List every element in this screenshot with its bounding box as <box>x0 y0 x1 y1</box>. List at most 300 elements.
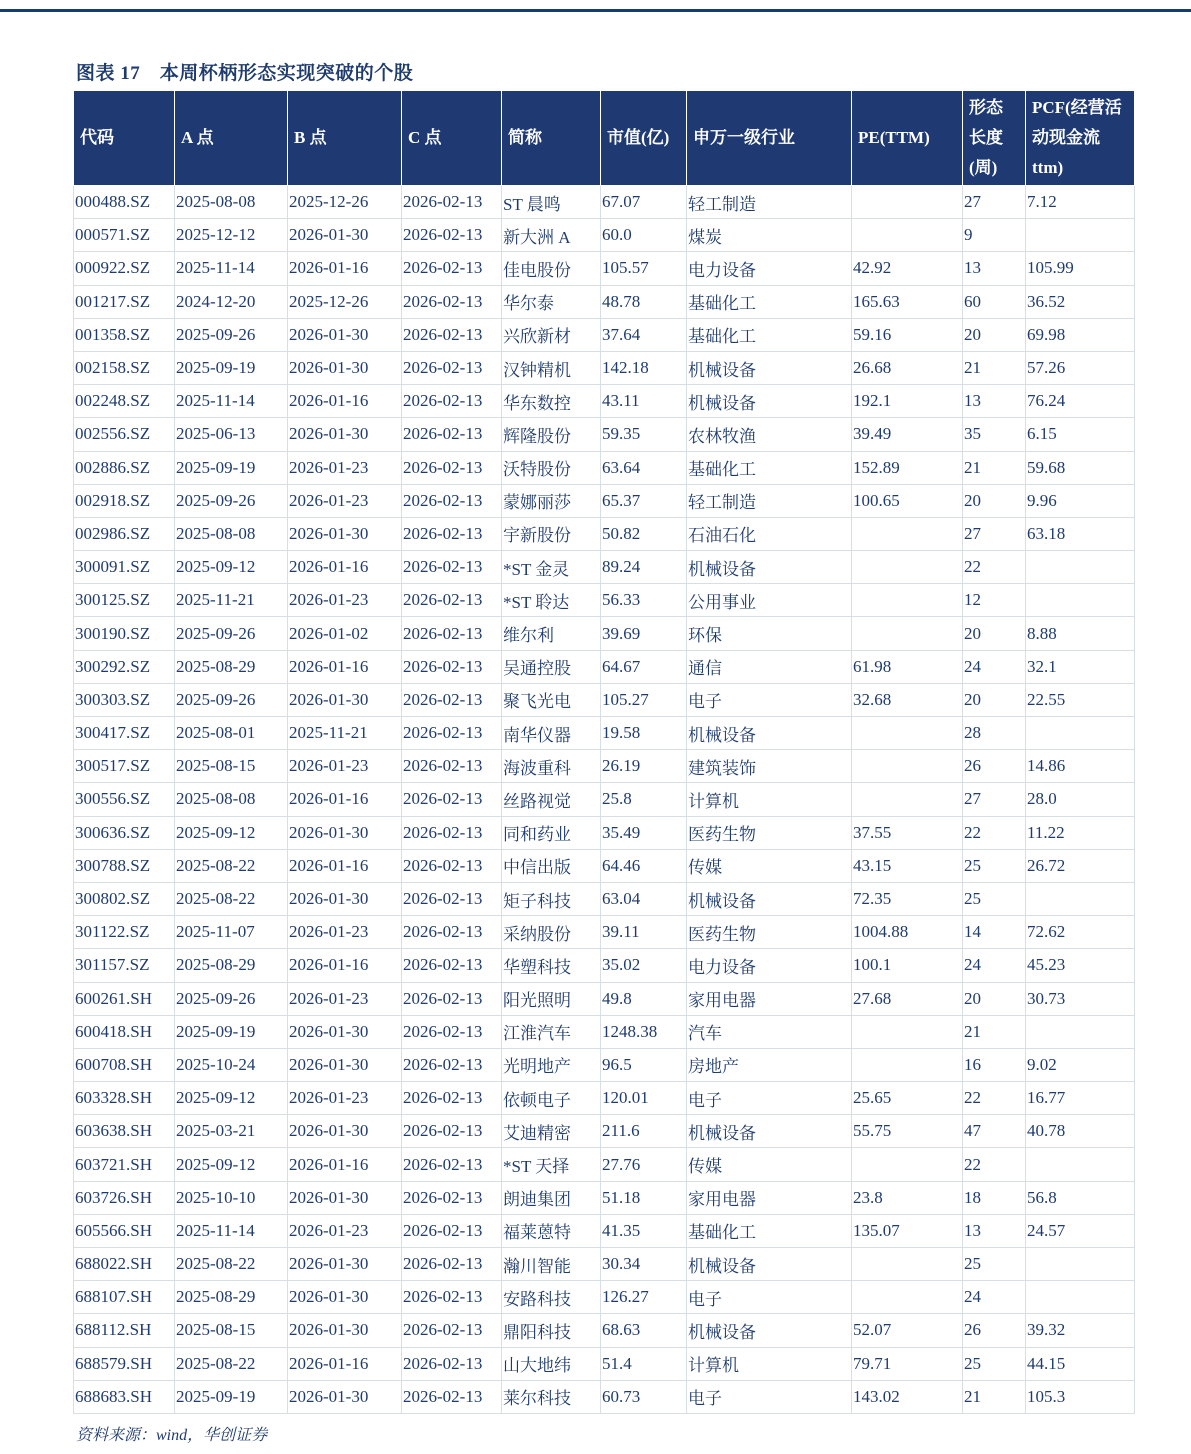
cell-a-point: 2025-11-21 <box>175 584 288 617</box>
cell-c-point: 2026-02-13 <box>402 517 502 550</box>
cell-a-point: 2025-11-14 <box>175 252 288 285</box>
cell-code: 002986.SZ <box>74 517 175 550</box>
cell-pcf <box>1026 219 1135 252</box>
cell-b-point: 2026-01-23 <box>288 484 402 517</box>
cell-b-point: 2026-01-16 <box>288 252 402 285</box>
cell-c-point: 2026-02-13 <box>402 1115 502 1148</box>
cell-pe-ttm: 37.55 <box>852 816 963 849</box>
cell-c-point: 2026-02-13 <box>402 318 502 351</box>
cell-short-name: 矩子科技 <box>502 882 601 915</box>
cell-code: 603638.SH <box>74 1115 175 1148</box>
header-industry: 申万一级行业 <box>687 91 852 186</box>
cell-pattern-length: 21 <box>963 1380 1026 1413</box>
cell-market-cap: 68.63 <box>601 1314 687 1347</box>
table-row <box>74 683 1135 716</box>
cell-c-point: 2026-02-13 <box>402 783 502 816</box>
cell-short-name: 华尔泰 <box>502 285 601 318</box>
cell-market-cap: 64.46 <box>601 849 687 882</box>
cell-pcf <box>1026 717 1135 750</box>
cell-b-point: 2026-01-16 <box>288 551 402 584</box>
cell-pcf: 16.77 <box>1026 1082 1135 1115</box>
cell-pattern-length: 21 <box>963 1015 1026 1048</box>
cell-industry: 机械设备 <box>687 551 852 584</box>
cell-short-name: *ST 聆达 <box>502 584 601 617</box>
cell-market-cap: 63.04 <box>601 882 687 915</box>
cell-a-point: 2024-12-20 <box>175 285 288 318</box>
cell-a-point: 2025-09-12 <box>175 816 288 849</box>
cell-pcf: 9.02 <box>1026 1048 1135 1081</box>
cell-pe-ttm: 52.07 <box>852 1314 963 1347</box>
cell-c-point: 2026-02-13 <box>402 1248 502 1281</box>
cell-a-point: 2025-09-19 <box>175 451 288 484</box>
cell-pattern-length: 22 <box>963 1082 1026 1115</box>
cell-pe-ttm <box>852 1048 963 1081</box>
cell-pe-ttm: 135.07 <box>852 1214 963 1247</box>
cell-c-point: 2026-02-13 <box>402 816 502 849</box>
cell-short-name: 华塑科技 <box>502 949 601 982</box>
cell-short-name: 南华仪器 <box>502 717 601 750</box>
cell-c-point: 2026-02-13 <box>402 1281 502 1314</box>
cell-market-cap: 60.73 <box>601 1380 687 1413</box>
table-header-row <box>74 91 1135 186</box>
cell-c-point: 2026-02-13 <box>402 1048 502 1081</box>
cell-code: 603726.SH <box>74 1181 175 1214</box>
cell-pattern-length: 22 <box>963 816 1026 849</box>
cell-pcf: 26.72 <box>1026 849 1135 882</box>
cell-pcf: 30.73 <box>1026 982 1135 1015</box>
cell-c-point: 2026-02-13 <box>402 219 502 252</box>
table-row <box>74 717 1135 750</box>
cell-industry: 电力设备 <box>687 949 852 982</box>
cell-market-cap: 41.35 <box>601 1214 687 1247</box>
cell-c-point: 2026-02-13 <box>402 252 502 285</box>
cell-b-point: 2026-01-23 <box>288 584 402 617</box>
cell-pattern-length: 20 <box>963 683 1026 716</box>
cell-pattern-length: 16 <box>963 1048 1026 1081</box>
cell-a-point: 2025-06-13 <box>175 418 288 451</box>
cell-b-point: 2026-01-30 <box>288 318 402 351</box>
cell-code: 600418.SH <box>74 1015 175 1048</box>
cell-pattern-length: 27 <box>963 783 1026 816</box>
cell-pattern-length: 22 <box>963 551 1026 584</box>
cell-pe-ttm: 100.65 <box>852 484 963 517</box>
cell-market-cap: 64.67 <box>601 650 687 683</box>
cell-short-name: 华东数控 <box>502 385 601 418</box>
cell-pe-ttm <box>852 1148 963 1181</box>
cell-code: 300190.SZ <box>74 617 175 650</box>
cell-short-name: 朗迪集团 <box>502 1181 601 1214</box>
cell-pattern-length: 27 <box>963 186 1026 219</box>
cell-pattern-length: 13 <box>963 1214 1026 1247</box>
cell-short-name: 艾迪精密 <box>502 1115 601 1148</box>
cell-pcf: 45.23 <box>1026 949 1135 982</box>
cell-a-point: 2025-08-29 <box>175 949 288 982</box>
cell-c-point: 2026-02-13 <box>402 750 502 783</box>
cell-industry: 通信 <box>687 650 852 683</box>
cell-pattern-length: 21 <box>963 351 1026 384</box>
cell-c-point: 2026-02-13 <box>402 186 502 219</box>
cell-pattern-length: 24 <box>963 949 1026 982</box>
cell-short-name: 沃特股份 <box>502 451 601 484</box>
cell-industry: 传媒 <box>687 1148 852 1181</box>
cell-pcf <box>1026 1015 1135 1048</box>
cell-pe-ttm <box>852 584 963 617</box>
cell-code: 001358.SZ <box>74 318 175 351</box>
table-row <box>74 1115 1135 1148</box>
cell-code: 301157.SZ <box>74 949 175 982</box>
cell-industry: 轻工制造 <box>687 484 852 517</box>
cell-a-point: 2025-11-14 <box>175 385 288 418</box>
cell-short-name: 鼎阳科技 <box>502 1314 601 1347</box>
cell-pe-ttm: 27.68 <box>852 982 963 1015</box>
table-row <box>74 916 1135 949</box>
cell-pe-ttm <box>852 1015 963 1048</box>
cell-b-point: 2026-01-30 <box>288 882 402 915</box>
table-row <box>74 1281 1135 1314</box>
cell-pcf: 59.68 <box>1026 451 1135 484</box>
cell-a-point: 2025-03-21 <box>175 1115 288 1148</box>
cell-industry: 机械设备 <box>687 882 852 915</box>
cell-short-name: 聚飞光电 <box>502 683 601 716</box>
cell-pattern-length: 13 <box>963 385 1026 418</box>
cell-short-name: 维尔利 <box>502 617 601 650</box>
cell-market-cap: 39.69 <box>601 617 687 650</box>
cell-short-name: *ST 天择 <box>502 1148 601 1181</box>
cell-b-point: 2026-01-16 <box>288 949 402 982</box>
cell-pcf: 57.26 <box>1026 351 1135 384</box>
cell-pe-ttm: 26.68 <box>852 351 963 384</box>
cell-pe-ttm <box>852 783 963 816</box>
cell-b-point: 2026-01-23 <box>288 1214 402 1247</box>
cell-market-cap: 37.64 <box>601 318 687 351</box>
cell-a-point: 2025-11-07 <box>175 916 288 949</box>
cell-pe-ttm <box>852 186 963 219</box>
cell-pattern-length: 20 <box>963 982 1026 1015</box>
cell-b-point: 2026-01-30 <box>288 1248 402 1281</box>
cell-short-name: 同和药业 <box>502 816 601 849</box>
cell-code: 000488.SZ <box>74 186 175 219</box>
cell-a-point: 2025-12-12 <box>175 219 288 252</box>
cell-pcf: 8.88 <box>1026 617 1135 650</box>
cell-pcf: 36.52 <box>1026 285 1135 318</box>
cell-pe-ttm: 79.71 <box>852 1347 963 1380</box>
cell-industry: 建筑装饰 <box>687 750 852 783</box>
cell-b-point: 2026-01-30 <box>288 683 402 716</box>
table-row <box>74 1148 1135 1181</box>
cell-market-cap: 48.78 <box>601 285 687 318</box>
cell-a-point: 2025-08-08 <box>175 517 288 550</box>
cell-industry: 计算机 <box>687 1347 852 1380</box>
cell-pe-ttm: 100.1 <box>852 949 963 982</box>
cell-industry: 基础化工 <box>687 318 852 351</box>
cell-pcf: 24.57 <box>1026 1214 1135 1247</box>
table-row <box>74 517 1135 550</box>
cell-short-name: 江淮汽车 <box>502 1015 601 1048</box>
table-row <box>74 1248 1135 1281</box>
cell-short-name: 宇新股份 <box>502 517 601 550</box>
cell-market-cap: 39.11 <box>601 916 687 949</box>
cell-a-point: 2025-10-24 <box>175 1048 288 1081</box>
cell-short-name: ST 晨鸣 <box>502 186 601 219</box>
cell-b-point: 2026-01-16 <box>288 849 402 882</box>
cell-pe-ttm: 143.02 <box>852 1380 963 1413</box>
cell-code: 688579.SH <box>74 1347 175 1380</box>
cell-a-point: 2025-09-12 <box>175 551 288 584</box>
cell-market-cap: 1248.38 <box>601 1015 687 1048</box>
cell-c-point: 2026-02-13 <box>402 650 502 683</box>
cell-market-cap: 105.57 <box>601 252 687 285</box>
cell-a-point: 2025-08-08 <box>175 783 288 816</box>
table-row <box>74 484 1135 517</box>
cell-pe-ttm <box>852 551 963 584</box>
cell-pattern-length: 20 <box>963 318 1026 351</box>
cell-a-point: 2025-08-29 <box>175 1281 288 1314</box>
table-row <box>74 816 1135 849</box>
cell-c-point: 2026-02-13 <box>402 484 502 517</box>
cell-pattern-length: 12 <box>963 584 1026 617</box>
cell-market-cap: 19.58 <box>601 717 687 750</box>
breakout-stocks-table <box>73 90 1135 1414</box>
header-market-cap: 市值(亿) <box>601 91 687 186</box>
cell-pe-ttm: 42.92 <box>852 252 963 285</box>
cell-industry: 环保 <box>687 617 852 650</box>
cell-industry: 家用电器 <box>687 1181 852 1214</box>
cell-pcf: 76.24 <box>1026 385 1135 418</box>
cell-c-point: 2026-02-13 <box>402 882 502 915</box>
cell-industry: 煤炭 <box>687 219 852 252</box>
cell-pcf: 56.8 <box>1026 1181 1135 1214</box>
cell-pcf <box>1026 584 1135 617</box>
cell-market-cap: 50.82 <box>601 517 687 550</box>
cell-industry: 家用电器 <box>687 982 852 1015</box>
cell-pe-ttm <box>852 219 963 252</box>
cell-c-point: 2026-02-13 <box>402 1148 502 1181</box>
header-short-name: 简称 <box>502 91 601 186</box>
cell-c-point: 2026-02-13 <box>402 1181 502 1214</box>
cell-a-point: 2025-09-26 <box>175 982 288 1015</box>
table-body <box>74 186 1135 1414</box>
cell-code: 300417.SZ <box>74 717 175 750</box>
cell-c-point: 2026-02-13 <box>402 385 502 418</box>
cell-code: 688022.SH <box>74 1248 175 1281</box>
cell-industry: 石油石化 <box>687 517 852 550</box>
cell-short-name: 福莱蒽特 <box>502 1214 601 1247</box>
cell-b-point: 2025-12-26 <box>288 186 402 219</box>
cell-code: 300636.SZ <box>74 816 175 849</box>
cell-market-cap: 126.27 <box>601 1281 687 1314</box>
cell-pattern-length: 25 <box>963 849 1026 882</box>
cell-market-cap: 51.4 <box>601 1347 687 1380</box>
table-row <box>74 385 1135 418</box>
cell-industry: 机械设备 <box>687 1115 852 1148</box>
cell-c-point: 2026-02-13 <box>402 1314 502 1347</box>
table-row <box>74 783 1135 816</box>
cell-b-point: 2026-01-30 <box>288 418 402 451</box>
cell-pattern-length: 26 <box>963 750 1026 783</box>
cell-short-name: 海波重科 <box>502 750 601 783</box>
cell-market-cap: 35.02 <box>601 949 687 982</box>
cell-code: 300802.SZ <box>74 882 175 915</box>
cell-pattern-length: 22 <box>963 1148 1026 1181</box>
cell-short-name: 新大洲 A <box>502 219 601 252</box>
cell-b-point: 2026-01-30 <box>288 1380 402 1413</box>
cell-c-point: 2026-02-13 <box>402 551 502 584</box>
cell-pcf <box>1026 1248 1135 1281</box>
table-row <box>74 617 1135 650</box>
cell-code: 001217.SZ <box>74 285 175 318</box>
cell-market-cap: 89.24 <box>601 551 687 584</box>
cell-b-point: 2026-01-30 <box>288 1314 402 1347</box>
cell-pcf: 72.62 <box>1026 916 1135 949</box>
cell-pcf: 7.12 <box>1026 186 1135 219</box>
cell-market-cap: 63.64 <box>601 451 687 484</box>
cell-pcf <box>1026 551 1135 584</box>
cell-b-point: 2026-01-30 <box>288 1048 402 1081</box>
cell-pattern-length: 20 <box>963 617 1026 650</box>
cell-short-name: *ST 金灵 <box>502 551 601 584</box>
cell-industry: 传媒 <box>687 849 852 882</box>
cell-b-point: 2026-01-30 <box>288 219 402 252</box>
cell-pe-ttm: 43.15 <box>852 849 963 882</box>
cell-b-point: 2026-01-30 <box>288 816 402 849</box>
cell-b-point: 2026-01-23 <box>288 1082 402 1115</box>
cell-short-name: 采纳股份 <box>502 916 601 949</box>
cell-industry: 医药生物 <box>687 816 852 849</box>
cell-a-point: 2025-08-15 <box>175 1314 288 1347</box>
cell-industry: 基础化工 <box>687 451 852 484</box>
cell-a-point: 2025-08-22 <box>175 1248 288 1281</box>
cell-b-point: 2026-01-23 <box>288 451 402 484</box>
cell-pe-ttm: 152.89 <box>852 451 963 484</box>
cell-pe-ttm <box>852 517 963 550</box>
cell-pe-ttm <box>852 1248 963 1281</box>
cell-c-point: 2026-02-13 <box>402 617 502 650</box>
cell-short-name: 丝路视觉 <box>502 783 601 816</box>
cell-industry: 农林牧渔 <box>687 418 852 451</box>
cell-code: 300517.SZ <box>74 750 175 783</box>
cell-a-point: 2025-10-10 <box>175 1181 288 1214</box>
cell-industry: 基础化工 <box>687 285 852 318</box>
cell-a-point: 2025-09-12 <box>175 1148 288 1181</box>
cell-market-cap: 105.27 <box>601 683 687 716</box>
table-row <box>74 750 1135 783</box>
header-pattern-length: 形态长度(周) <box>963 91 1026 186</box>
cell-industry: 机械设备 <box>687 351 852 384</box>
cell-short-name: 依顿电子 <box>502 1082 601 1115</box>
cell-market-cap: 96.5 <box>601 1048 687 1081</box>
cell-code: 600708.SH <box>74 1048 175 1081</box>
cell-market-cap: 211.6 <box>601 1115 687 1148</box>
cell-b-point: 2026-01-16 <box>288 1148 402 1181</box>
cell-pe-ttm: 32.68 <box>852 683 963 716</box>
cell-short-name: 蒙娜丽莎 <box>502 484 601 517</box>
table-row <box>74 650 1135 683</box>
cell-market-cap: 67.07 <box>601 186 687 219</box>
cell-pattern-length: 47 <box>963 1115 1026 1148</box>
cell-market-cap: 49.8 <box>601 982 687 1015</box>
cell-b-point: 2026-01-30 <box>288 1115 402 1148</box>
cell-a-point: 2025-09-26 <box>175 617 288 650</box>
cell-market-cap: 27.76 <box>601 1148 687 1181</box>
cell-short-name: 光明地产 <box>502 1048 601 1081</box>
cell-short-name: 山大地纬 <box>502 1347 601 1380</box>
table-row <box>74 318 1135 351</box>
table-row <box>74 1048 1135 1081</box>
cell-c-point: 2026-02-13 <box>402 1082 502 1115</box>
cell-code: 603721.SH <box>74 1148 175 1181</box>
cell-c-point: 2026-02-13 <box>402 1214 502 1247</box>
table-row <box>74 252 1135 285</box>
cell-code: 600261.SH <box>74 982 175 1015</box>
cell-short-name: 安路科技 <box>502 1281 601 1314</box>
cell-industry: 基础化工 <box>687 1214 852 1247</box>
cell-a-point: 2025-09-19 <box>175 1380 288 1413</box>
cell-market-cap: 26.19 <box>601 750 687 783</box>
table-row <box>74 451 1135 484</box>
cell-pattern-length: 25 <box>963 1248 1026 1281</box>
table-row <box>74 849 1135 882</box>
cell-pattern-length: 14 <box>963 916 1026 949</box>
table-row <box>74 285 1135 318</box>
cell-code: 002556.SZ <box>74 418 175 451</box>
cell-b-point: 2025-11-21 <box>288 717 402 750</box>
cell-industry: 计算机 <box>687 783 852 816</box>
cell-pe-ttm: 192.1 <box>852 385 963 418</box>
cell-industry: 汽车 <box>687 1015 852 1048</box>
cell-c-point: 2026-02-13 <box>402 982 502 1015</box>
cell-short-name: 莱尔科技 <box>502 1380 601 1413</box>
table-row <box>74 982 1135 1015</box>
cell-b-point: 2026-01-30 <box>288 351 402 384</box>
cell-short-name: 佳电股份 <box>502 252 601 285</box>
header-c-point: C 点 <box>402 91 502 186</box>
header-pcf: PCF(经营活动现金流ttm) <box>1026 91 1135 186</box>
cell-b-point: 2026-01-16 <box>288 650 402 683</box>
cell-code: 688112.SH <box>74 1314 175 1347</box>
table-row <box>74 882 1135 915</box>
table-row <box>74 1314 1135 1347</box>
cell-industry: 机械设备 <box>687 717 852 750</box>
cell-market-cap: 30.34 <box>601 1248 687 1281</box>
table-row <box>74 1347 1135 1380</box>
cell-pcf: 40.78 <box>1026 1115 1135 1148</box>
cell-code: 300303.SZ <box>74 683 175 716</box>
cell-pattern-length: 20 <box>963 484 1026 517</box>
table-row <box>74 1015 1135 1048</box>
cell-pattern-length: 24 <box>963 650 1026 683</box>
cell-b-point: 2026-01-02 <box>288 617 402 650</box>
cell-pcf: 32.1 <box>1026 650 1135 683</box>
cell-c-point: 2026-02-13 <box>402 1347 502 1380</box>
cell-industry: 电力设备 <box>687 252 852 285</box>
cell-short-name: 兴欣新材 <box>502 318 601 351</box>
header-pe-ttm: PE(TTM) <box>852 91 963 186</box>
cell-a-point: 2025-08-08 <box>175 186 288 219</box>
source-note: 资料来源：wind，华创证券 <box>76 1427 268 1444</box>
cell-pattern-length: 24 <box>963 1281 1026 1314</box>
cell-c-point: 2026-02-13 <box>402 949 502 982</box>
table-row <box>74 418 1135 451</box>
cell-pattern-length: 26 <box>963 1314 1026 1347</box>
cell-market-cap: 35.49 <box>601 816 687 849</box>
cell-b-point: 2026-01-16 <box>288 1347 402 1380</box>
table-row <box>74 351 1135 384</box>
cell-pcf: 69.98 <box>1026 318 1135 351</box>
cell-code: 002886.SZ <box>74 451 175 484</box>
cell-pe-ttm: 1004.88 <box>852 916 963 949</box>
cell-c-point: 2026-02-13 <box>402 451 502 484</box>
cell-a-point: 2025-11-14 <box>175 1214 288 1247</box>
